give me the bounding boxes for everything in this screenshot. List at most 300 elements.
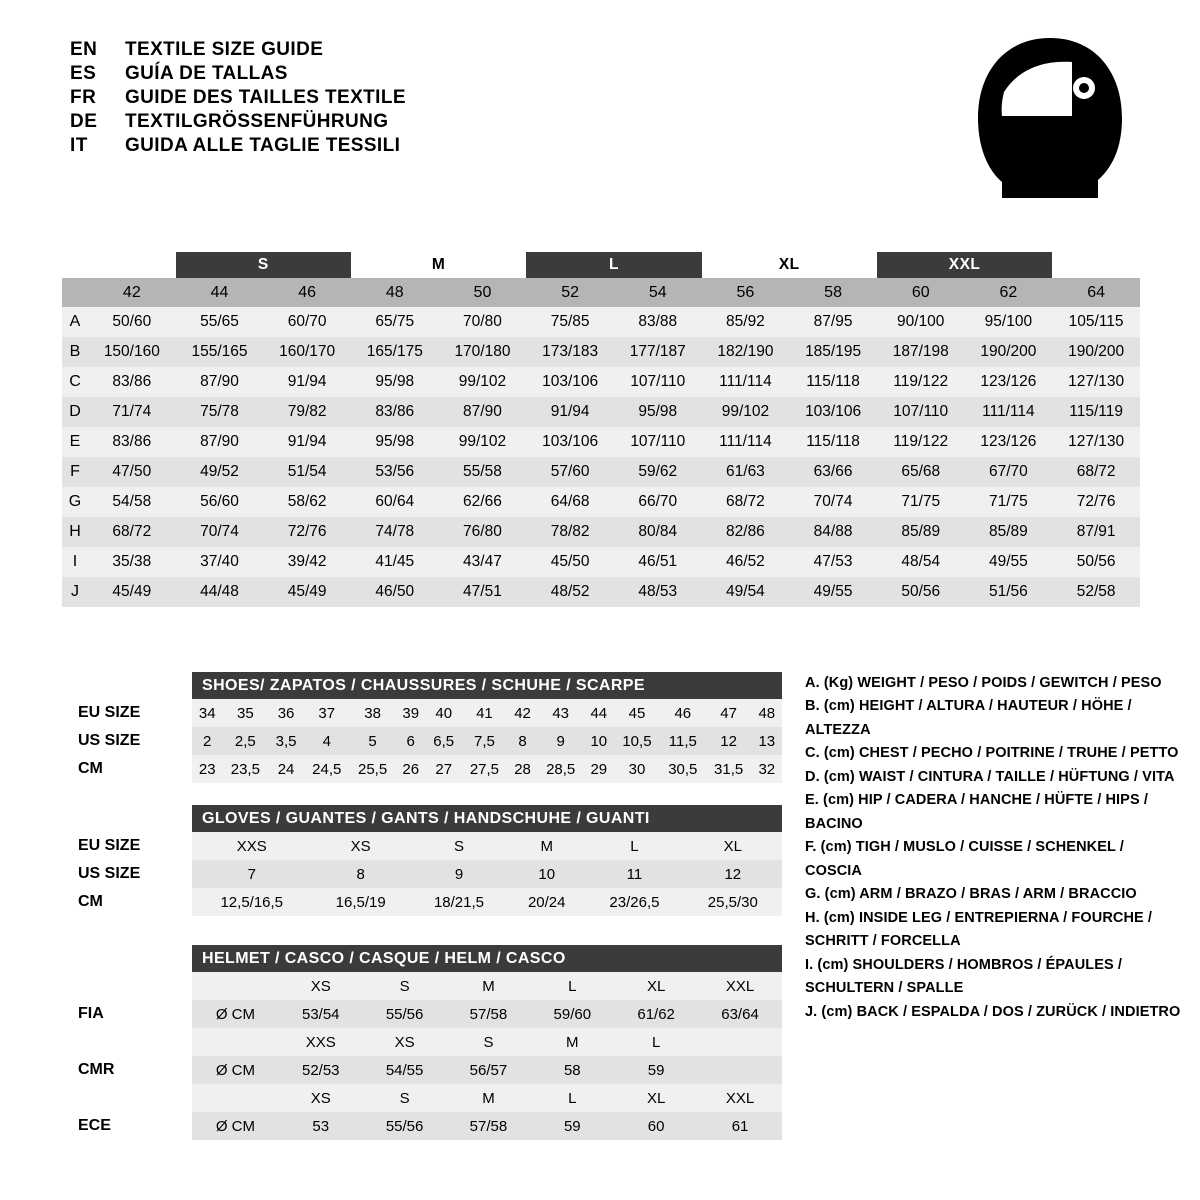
data-cell: 57/58 <box>447 1112 531 1140</box>
data-cell: 50/56 <box>877 577 965 607</box>
title-lang-de: DE <box>70 111 98 132</box>
data-cell: 177/187 <box>614 337 702 367</box>
data-cell: 71/75 <box>877 487 965 517</box>
data-cell: 49/55 <box>789 577 877 607</box>
gloves-table <box>72 805 782 916</box>
data-cell: 82/86 <box>702 517 790 547</box>
data-cell: 39/42 <box>263 547 351 577</box>
data-cell: 63/66 <box>789 457 877 487</box>
data-cell: 47/51 <box>439 577 527 607</box>
size-cell: 56 <box>702 278 790 307</box>
data-cell: 43/47 <box>439 547 527 577</box>
size-cell: M <box>447 972 531 1000</box>
textile-size-table-body <box>62 252 1140 607</box>
data-cell: 45/49 <box>263 577 351 607</box>
data-cell: XS <box>312 832 410 860</box>
row-label: EU SIZE <box>72 699 192 727</box>
table-row <box>72 1112 782 1140</box>
size-cell: M <box>530 1028 614 1056</box>
data-cell: 160/170 <box>263 337 351 367</box>
data-cell: 42 <box>507 699 537 727</box>
table-row <box>62 307 1140 337</box>
data-cell: 103/106 <box>526 427 614 457</box>
row-label: B <box>62 337 88 367</box>
data-cell: 95/98 <box>351 427 439 457</box>
title-lang-it: IT <box>70 135 88 156</box>
row-label: A <box>62 307 88 337</box>
data-cell: 60 <box>614 1112 698 1140</box>
data-cell: 50/60 <box>88 307 176 337</box>
gloves-title: GLOVES / GUANTES / GANTS / HANDSCHUHE / GUANTI <box>192 805 782 832</box>
size-cell: 60 <box>877 278 965 307</box>
row-label: CMR <box>72 1056 192 1084</box>
data-cell: 26 <box>396 755 426 783</box>
size-row-corner <box>62 278 88 307</box>
gloves-title-row <box>72 805 782 832</box>
data-cell: 123/126 <box>965 367 1053 397</box>
size-cell: XXS <box>279 1028 363 1056</box>
title-row-fr <box>70 88 770 107</box>
row-label: E <box>62 427 88 457</box>
size-cell: M <box>447 1084 531 1112</box>
data-cell: 24 <box>268 755 304 783</box>
data-cell: 2 <box>192 727 222 755</box>
size-cell-empty <box>192 1084 279 1112</box>
data-cell: 48/52 <box>526 577 614 607</box>
data-cell: 59/62 <box>614 457 702 487</box>
data-cell: 190/200 <box>965 337 1053 367</box>
table-row <box>62 427 1140 457</box>
table-row <box>72 1056 782 1084</box>
shoes-title-spacer <box>72 672 192 699</box>
legend-item-d: D. (cm) WAIST / CINTURA / TAILLE / HÜFTUNG / VITA <box>805 768 1175 785</box>
data-cell: 87/90 <box>176 427 264 457</box>
title-lang-en: EN <box>70 39 98 60</box>
data-cell: 187/198 <box>877 337 965 367</box>
size-cell: 54 <box>614 278 702 307</box>
data-cell: 111/114 <box>702 427 790 457</box>
size-cell: XXL <box>698 1084 782 1112</box>
data-cell: 87/91 <box>1052 517 1140 547</box>
data-cell: 173/183 <box>526 337 614 367</box>
data-cell: 87/90 <box>439 397 527 427</box>
data-cell: 47/50 <box>88 457 176 487</box>
group-header-s: S <box>176 252 351 278</box>
textile-size-table <box>62 252 1140 607</box>
size-cell: L <box>530 1084 614 1112</box>
data-cell: 60/64 <box>351 487 439 517</box>
title-row-es <box>70 64 770 83</box>
data-cell: 115/119 <box>1052 397 1140 427</box>
data-cell: 150/160 <box>88 337 176 367</box>
data-cell: 59/60 <box>530 1000 614 1028</box>
data-cell: 155/165 <box>176 337 264 367</box>
table-row <box>62 487 1140 517</box>
data-cell: 12 <box>706 727 752 755</box>
data-cell: 37/40 <box>176 547 264 577</box>
table-row <box>62 547 1140 577</box>
data-cell: 75/78 <box>176 397 264 427</box>
group-header-xl: XL <box>702 252 877 278</box>
data-cell: 38 <box>350 699 396 727</box>
data-cell: 58 <box>530 1056 614 1084</box>
row-label: EU SIZE <box>72 832 192 860</box>
data-cell: 71/75 <box>965 487 1053 517</box>
data-cell: 11 <box>585 860 683 888</box>
data-cell: 28,5 <box>538 755 584 783</box>
size-cell: S <box>363 1084 447 1112</box>
data-cell: L <box>585 832 683 860</box>
data-cell: 28 <box>507 755 537 783</box>
unit-cell: Ø CM <box>192 1056 279 1084</box>
data-cell: 83/86 <box>351 397 439 427</box>
group-header-empty-42 <box>88 252 176 278</box>
data-cell: 62/66 <box>439 487 527 517</box>
size-cell: 52 <box>526 278 614 307</box>
data-cell: 52/53 <box>279 1056 363 1084</box>
helmet-table-body <box>72 945 782 1140</box>
data-cell: 5 <box>350 727 396 755</box>
data-cell: 71/74 <box>88 397 176 427</box>
row-label: H <box>62 517 88 547</box>
row-label: G <box>62 487 88 517</box>
data-cell: 57/60 <box>526 457 614 487</box>
data-cell: 30,5 <box>660 755 706 783</box>
table-row <box>62 397 1140 427</box>
size-cell: XXL <box>698 972 782 1000</box>
data-cell: 83/86 <box>88 367 176 397</box>
data-cell: 56/57 <box>447 1056 531 1084</box>
data-cell: 72/76 <box>1052 487 1140 517</box>
legend-item-h: H. (cm) INSIDE LEG / ENTREPIERNA / FOURCHE / SCHRITT / FORCELLA <box>805 909 1153 950</box>
data-cell: 91/94 <box>526 397 614 427</box>
helmet-title-row <box>72 945 782 972</box>
data-cell: 119/122 <box>877 427 965 457</box>
data-cell: 53/54 <box>279 1000 363 1028</box>
data-cell: XL <box>684 832 782 860</box>
data-cell: 24,5 <box>304 755 350 783</box>
data-cell: 67/70 <box>965 457 1053 487</box>
data-cell: 39 <box>396 699 426 727</box>
data-cell: 16,5/19 <box>312 888 410 916</box>
row-label: I <box>62 547 88 577</box>
data-cell: 54/55 <box>363 1056 447 1084</box>
data-cell: 46 <box>660 699 706 727</box>
data-cell: 99/102 <box>439 367 527 397</box>
legend-item-c: C. (cm) CHEST / PECHO / POITRINE / TRUHE / PETTO <box>805 745 1179 762</box>
title-block <box>70 40 770 160</box>
data-cell: 68/72 <box>1052 457 1140 487</box>
legend-item-g: G. (cm) ARM / BRAZO / BRAS / ARM / BRACCIO <box>805 886 1137 903</box>
data-cell: 25,5/30 <box>684 888 782 916</box>
data-cell: 8 <box>507 727 537 755</box>
data-cell: 72/76 <box>263 517 351 547</box>
table-row <box>72 832 782 860</box>
racing-helmet-icon <box>960 30 1140 210</box>
data-cell: 54/58 <box>88 487 176 517</box>
data-cell: 80/84 <box>614 517 702 547</box>
table-row <box>72 727 782 755</box>
size-cell: 62 <box>965 278 1053 307</box>
shoes-table <box>72 672 782 783</box>
data-cell: 64/68 <box>526 487 614 517</box>
table-row <box>72 755 782 783</box>
data-cell: 84/88 <box>789 517 877 547</box>
legend-item-f: F. (cm) TIGH / MUSLO / CUISSE / SCHENKEL / COSCIA <box>805 839 1124 879</box>
size-cell: 46 <box>263 278 351 307</box>
data-cell: 46/51 <box>614 547 702 577</box>
data-cell: 44/48 <box>176 577 264 607</box>
data-cell: 25,5 <box>350 755 396 783</box>
row-label: ECE <box>72 1112 192 1140</box>
data-cell: 27,5 <box>462 755 508 783</box>
data-cell: 12,5/16,5 <box>192 888 312 916</box>
data-cell: 75/85 <box>526 307 614 337</box>
data-cell: 40 <box>426 699 462 727</box>
data-cell: 51/56 <box>965 577 1053 607</box>
size-cell: XS <box>279 972 363 1000</box>
data-cell: 85/89 <box>877 517 965 547</box>
data-cell: 87/90 <box>176 367 264 397</box>
table-row <box>62 337 1140 367</box>
data-cell: 53 <box>279 1112 363 1140</box>
data-cell: 103/106 <box>789 397 877 427</box>
data-cell: 52/58 <box>1052 577 1140 607</box>
data-cell: 65/75 <box>351 307 439 337</box>
data-cell: 76/80 <box>439 517 527 547</box>
legend-item-j: J. (cm) BACK / ESPALDA / DOS / ZURÜCK / INDIETRO <box>805 1003 1181 1020</box>
data-cell: 56/60 <box>176 487 264 517</box>
data-cell: 10 <box>584 727 614 755</box>
data-cell: 6 <box>396 727 426 755</box>
data-cell: 2,5 <box>222 727 268 755</box>
data-cell: 20/24 <box>508 888 585 916</box>
data-cell: 41/45 <box>351 547 439 577</box>
legend-item-i: I. (cm) SHOULDERS / HOMBROS / ÉPAULES / SCHULTERN / SPALLE <box>805 956 1123 997</box>
size-cell-empty <box>192 1028 279 1056</box>
data-cell: 99/102 <box>702 397 790 427</box>
data-cell: 7 <box>192 860 312 888</box>
gloves-table-body <box>72 805 782 916</box>
data-cell: 55/58 <box>439 457 527 487</box>
shoes-table-body <box>72 672 782 783</box>
group-header-xxl: XXL <box>877 252 1052 278</box>
data-cell: 68/72 <box>88 517 176 547</box>
data-cell: 55/65 <box>176 307 264 337</box>
data-cell: 165/175 <box>351 337 439 367</box>
data-cell: 190/200 <box>1052 337 1140 367</box>
title-text-en: TEXTILE SIZE GUIDE <box>125 39 324 60</box>
data-cell: 45/50 <box>526 547 614 577</box>
data-cell: 37 <box>304 699 350 727</box>
gloves-title-spacer <box>72 805 192 832</box>
size-cell: L <box>530 972 614 1000</box>
data-cell: 85/89 <box>965 517 1053 547</box>
data-cell: 11,5 <box>660 727 706 755</box>
size-cell: 64 <box>1052 278 1140 307</box>
row-label-empty <box>72 1084 192 1112</box>
helmet-title: HELMET / CASCO / CASQUE / HELM / CASCO <box>192 945 782 972</box>
data-cell: 7,5 <box>462 727 508 755</box>
row-label: CM <box>72 888 192 916</box>
table-row <box>72 860 782 888</box>
size-cell: XL <box>614 1084 698 1112</box>
data-cell: 49/54 <box>702 577 790 607</box>
helmet-fia-size-row <box>72 972 782 1000</box>
row-label: D <box>62 397 88 427</box>
data-cell: 111/114 <box>702 367 790 397</box>
data-cell: 30 <box>614 755 660 783</box>
unit-cell: Ø CM <box>192 1000 279 1028</box>
group-header-blank-left <box>62 252 88 278</box>
unit-cell: Ø CM <box>192 1112 279 1140</box>
size-cell: XS <box>279 1084 363 1112</box>
data-cell: 78/82 <box>526 517 614 547</box>
size-number-row <box>62 278 1140 307</box>
data-cell: 55/56 <box>363 1112 447 1140</box>
table-row <box>62 457 1140 487</box>
title-text-es: GUÍA DE TALLAS <box>125 63 288 84</box>
data-cell: 91/94 <box>263 427 351 457</box>
data-cell: 95/98 <box>614 397 702 427</box>
size-cell: XL <box>614 972 698 1000</box>
data-cell: 91/94 <box>263 367 351 397</box>
data-cell: 51/54 <box>263 457 351 487</box>
data-cell: 44 <box>584 699 614 727</box>
data-cell: 6,5 <box>426 727 462 755</box>
group-header-row <box>62 252 1140 278</box>
data-cell: 95/100 <box>965 307 1053 337</box>
row-label: C <box>62 367 88 397</box>
data-cell: 50/56 <box>1052 547 1140 577</box>
data-cell: 170/180 <box>439 337 527 367</box>
legend-item-e: E. (cm) HIP / CADERA / HANCHE / HÜFTE / HIPS / BACINO <box>805 792 1148 832</box>
title-lang-fr: FR <box>70 87 97 108</box>
data-cell: 48 <box>752 699 782 727</box>
data-cell: 53/56 <box>351 457 439 487</box>
data-cell: 32 <box>752 755 782 783</box>
data-cell: 58/62 <box>263 487 351 517</box>
data-cell: 55/56 <box>363 1000 447 1028</box>
data-cell: 68/72 <box>702 487 790 517</box>
data-cell: S <box>410 832 508 860</box>
size-cell: L <box>614 1028 698 1056</box>
data-cell: 103/106 <box>526 367 614 397</box>
data-cell: 48/53 <box>614 577 702 607</box>
helmet-title-spacer <box>72 945 192 972</box>
data-cell: 49/55 <box>965 547 1053 577</box>
data-cell: 79/82 <box>263 397 351 427</box>
data-cell: 182/190 <box>702 337 790 367</box>
title-row-de <box>70 112 770 131</box>
data-cell: 43 <box>538 699 584 727</box>
group-header-empty-64 <box>1052 252 1140 278</box>
data-cell: 63/64 <box>698 1000 782 1028</box>
row-label: US SIZE <box>72 860 192 888</box>
data-cell: 10,5 <box>614 727 660 755</box>
size-cell: 48 <box>351 278 439 307</box>
group-header-m: M <box>351 252 526 278</box>
data-cell: 185/195 <box>789 337 877 367</box>
data-cell: 18/21,5 <box>410 888 508 916</box>
row-label-empty <box>72 972 192 1000</box>
data-cell: 9 <box>538 727 584 755</box>
helmet-ece-size-row <box>72 1084 782 1112</box>
table-row <box>62 577 1140 607</box>
size-cell: 50 <box>439 278 527 307</box>
measurement-legend <box>805 672 1185 1024</box>
row-label-empty <box>72 1028 192 1056</box>
data-cell: M <box>508 832 585 860</box>
data-cell: 9 <box>410 860 508 888</box>
table-row <box>72 699 782 727</box>
data-cell: 61 <box>698 1112 782 1140</box>
size-cell: 42 <box>88 278 176 307</box>
row-label: US SIZE <box>72 727 192 755</box>
data-cell: 107/110 <box>614 367 702 397</box>
title-lang-es: ES <box>70 63 97 84</box>
data-cell: 119/122 <box>877 367 965 397</box>
data-cell: 115/118 <box>789 427 877 457</box>
data-cell: 57/58 <box>447 1000 531 1028</box>
size-cell: 58 <box>789 278 877 307</box>
data-cell: 65/68 <box>877 457 965 487</box>
title-text-fr: GUIDE DES TAILLES TEXTILE <box>125 87 406 108</box>
data-cell: 83/86 <box>88 427 176 457</box>
data-cell: 61/63 <box>702 457 790 487</box>
helmet-cmr-size-row <box>72 1028 782 1056</box>
size-cell-empty <box>192 972 279 1000</box>
data-cell: 107/110 <box>877 397 965 427</box>
data-cell: 23 <box>192 755 222 783</box>
data-cell: 35/38 <box>88 547 176 577</box>
table-row <box>72 888 782 916</box>
data-cell: XXS <box>192 832 312 860</box>
data-cell-empty <box>698 1056 782 1084</box>
data-cell: 127/130 <box>1052 427 1140 457</box>
row-label: F <box>62 457 88 487</box>
data-cell: 23,5 <box>222 755 268 783</box>
data-cell: 36 <box>268 699 304 727</box>
data-cell: 46/50 <box>351 577 439 607</box>
data-cell: 87/95 <box>789 307 877 337</box>
legend-item-a: A. (Kg) WEIGHT / PESO / POIDS / GEWITCH / PESO <box>805 675 1162 691</box>
data-cell: 34 <box>192 699 222 727</box>
data-cell: 105/115 <box>1052 307 1140 337</box>
data-cell: 59 <box>530 1112 614 1140</box>
size-cell-empty-2 <box>698 1028 782 1056</box>
table-row <box>62 367 1140 397</box>
data-cell: 48/54 <box>877 547 965 577</box>
shoes-title-row <box>72 672 782 699</box>
data-cell: 127/130 <box>1052 367 1140 397</box>
table-row <box>62 517 1140 547</box>
shoes-title: SHOES/ ZAPATOS / CHAUSSURES / SCHUHE / SCARPE <box>192 672 782 699</box>
data-cell: 115/118 <box>789 367 877 397</box>
data-cell: 35 <box>222 699 268 727</box>
data-cell: 4 <box>304 727 350 755</box>
data-cell: 47 <box>706 699 752 727</box>
data-cell: 85/92 <box>702 307 790 337</box>
data-cell: 70/80 <box>439 307 527 337</box>
data-cell: 12 <box>684 860 782 888</box>
data-cell: 29 <box>584 755 614 783</box>
data-cell: 123/126 <box>965 427 1053 457</box>
data-cell: 31,5 <box>706 755 752 783</box>
size-cell: 44 <box>176 278 264 307</box>
data-cell: 95/98 <box>351 367 439 397</box>
data-cell: 8 <box>312 860 410 888</box>
